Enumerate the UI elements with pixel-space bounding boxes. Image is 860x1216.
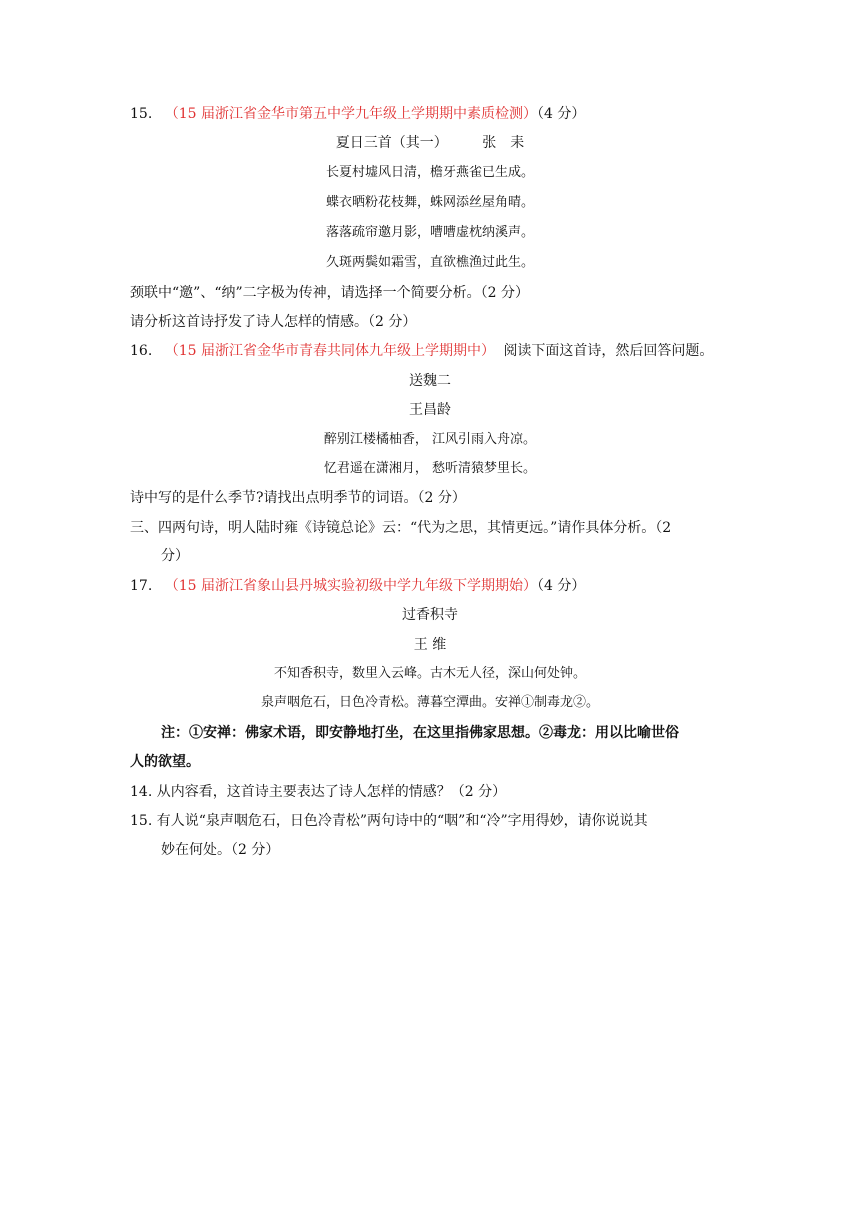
q16-heading [130,341,713,361]
question-number: 16. [130,343,153,359]
poem-author: 王昌龄 [409,402,451,418]
question-source: （15 届浙江省象山县丹城实验初级中学九年级下学期期始） [164,578,537,594]
q17-heading [130,576,585,596]
question-number: 17. [130,578,153,594]
annotation-note-continuation: 人的欲望。 [130,754,200,770]
poem-line: 醉别江楼橘柚香， 江风引雨入舟凉。 [323,432,537,447]
poem-line: 不知香积寺，数里入云峰。古木无人径，深山何处钟。 [273,666,586,681]
poem-author: 张 耒 [482,135,525,151]
question-source: （15 届浙江省金华市青春共同体九年级上学期期中） [164,343,495,359]
question-text-continuation: 分） [161,548,189,564]
sub-question: 14. 从内容看，这首诗主要表达了诗人怎样的情感？（2 分） [130,784,507,800]
sub-question-continuation: 妙在何处。（2 分） [161,842,280,858]
question-text: 三、四两句诗，明人陆时雍《诗镜总论》云：“代为之思，其情更远。”请作具体分析。（2 [130,520,672,536]
sub-question: 15. 有人说“泉声咽危石，日色冷青松”两句诗中的“咽”和“冷”字用得妙，请你说说其 [130,813,648,829]
poem-line: 蝶衣晒粉花枝舞，蛛网添丝屋角晴。 [325,195,534,210]
poem-author: 王 维 [413,637,447,653]
question-text: 颈联中“邀”、“纳”二字极为传神，请选择一个简要分析。（2 分） [130,285,529,301]
poem-line: 落落疏帘邀月影，嘈嘈虚枕纳溪声。 [325,225,534,240]
question-score: （4 分） [536,106,586,122]
poem-title: 过香积寺 [402,607,458,623]
annotation-note: 注：①安禅：佛家术语，即安静地打坐，在这里指佛家思想。②毒龙：用以比喻世俗 [161,725,679,741]
poem-title: 夏日三首（其一） [335,135,448,151]
question-instruction: 阅读下面这首诗，然后回答问题。 [503,343,714,359]
q15-heading [130,104,585,124]
question-text: 请分析这首诗抒发了诗人怎样的情感。（2 分） [130,314,417,330]
poem-header [0,133,860,153]
poem-line: 泉声咽危石，日色冷青松。薄暮空潭曲。安禅①制毒龙②。 [260,695,599,710]
question-number: 15. [130,106,153,122]
poem-line: 久斑两鬓如霜雪，直欲樵渔过此生。 [325,255,534,270]
poem-line: 忆君遥在潇湘月， 愁听清猿梦里长。 [323,461,537,476]
poem-line: 长夏村墟风日清，檐牙燕雀已生成。 [325,165,534,180]
poem-title: 送魏二 [409,373,451,389]
question-score: （4 分） [536,578,586,594]
question-text: 诗中写的是什么季节?请找出点明季节的词语。（2 分） [130,490,466,506]
question-source: （15 届浙江省金华市第五中学九年级上学期期中素质检测） [164,106,537,122]
